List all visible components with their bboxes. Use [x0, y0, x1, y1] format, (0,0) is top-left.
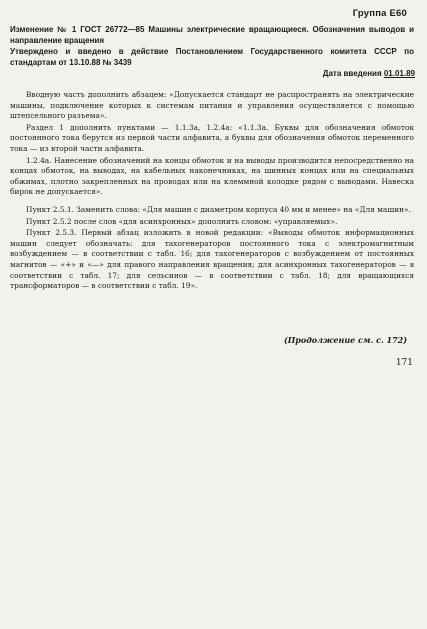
- paragraph-1-2-4a: 1.2.4а. Нанесение обозначений на концы обмоток и на выводы производится непосредственно на концах обмоток, на выводах, на кабельных наконечниках, на шинных концах или на специальных обжимах, плотно закрепленных на проводах или на клеммной колодке рядом с выводами. Навеска бирок не допускается».: [10, 155, 414, 197]
- group-label: Группа Е60: [352, 8, 407, 19]
- continuation-note: (Продолжение см. с. 172): [283, 335, 407, 345]
- amendment-title: Изменение № 1 ГОСТ 26772—85 Машины электрические вращающиеся. Обозначения выводов и направление вращения: [10, 25, 414, 45]
- effective-date-value: 01.01.89: [383, 69, 415, 78]
- paragraph-section1-addition: Раздел 1 дополнить пунктами — 1.1.3а, 1.2.4а: «1.1.3а. Буквы для обозначения обмоток постоянного тока берутся из первой части алфавита, а буквы для обозначения обмоток переменного тока — из второй части алфавита.: [10, 122, 414, 153]
- amendment-body: [10, 90, 414, 293]
- paragraph-2-5-2: Пункт 2.5.2 после слов «для асинхронных» дополнить словом: «управляемых».: [26, 216, 338, 226]
- approval-statement: Утверждено и введено в действие Постановлением Государственного комитета СССР по стандартам от 13.10.88 № 3439: [10, 47, 414, 67]
- paragraph-2-5-1: Пункт 2.5.1. Заменить слова: «Для машин с диаметром корпуса 40 мм и менее» на «Для машин».: [26, 204, 411, 214]
- effective-date-line: [323, 69, 415, 78]
- page-number: 171: [395, 358, 413, 368]
- paragraph-2-5-3: Пункт 2.5.3. Первый абзац изложить в новой редакции: «Выводы обмоток информационных машин следует обозначать: для тахогенераторов постоянного тока с электромагнитным возбуждением — в соответствии с табл. 16; для тахогенераторов с возбуждением от постоянных магнитов — «+» и «—» для правого направления вращения; для асинхронных тахогенераторов — в соответствии с табл. 17; для сельсинов — в соответствии с табл. 18; для вращающихся трансформаторов — в соответствии с табл. 19».: [10, 228, 414, 291]
- paragraph-intro-addition: Вводную часть дополнить абзацем: «Допускается стандарт не распространять на электрические машины, подключение которых к системам питания и управления осуществляется с помощью штепсельного разъема».: [10, 90, 414, 121]
- effective-date-label: Дата введения: [322, 69, 382, 78]
